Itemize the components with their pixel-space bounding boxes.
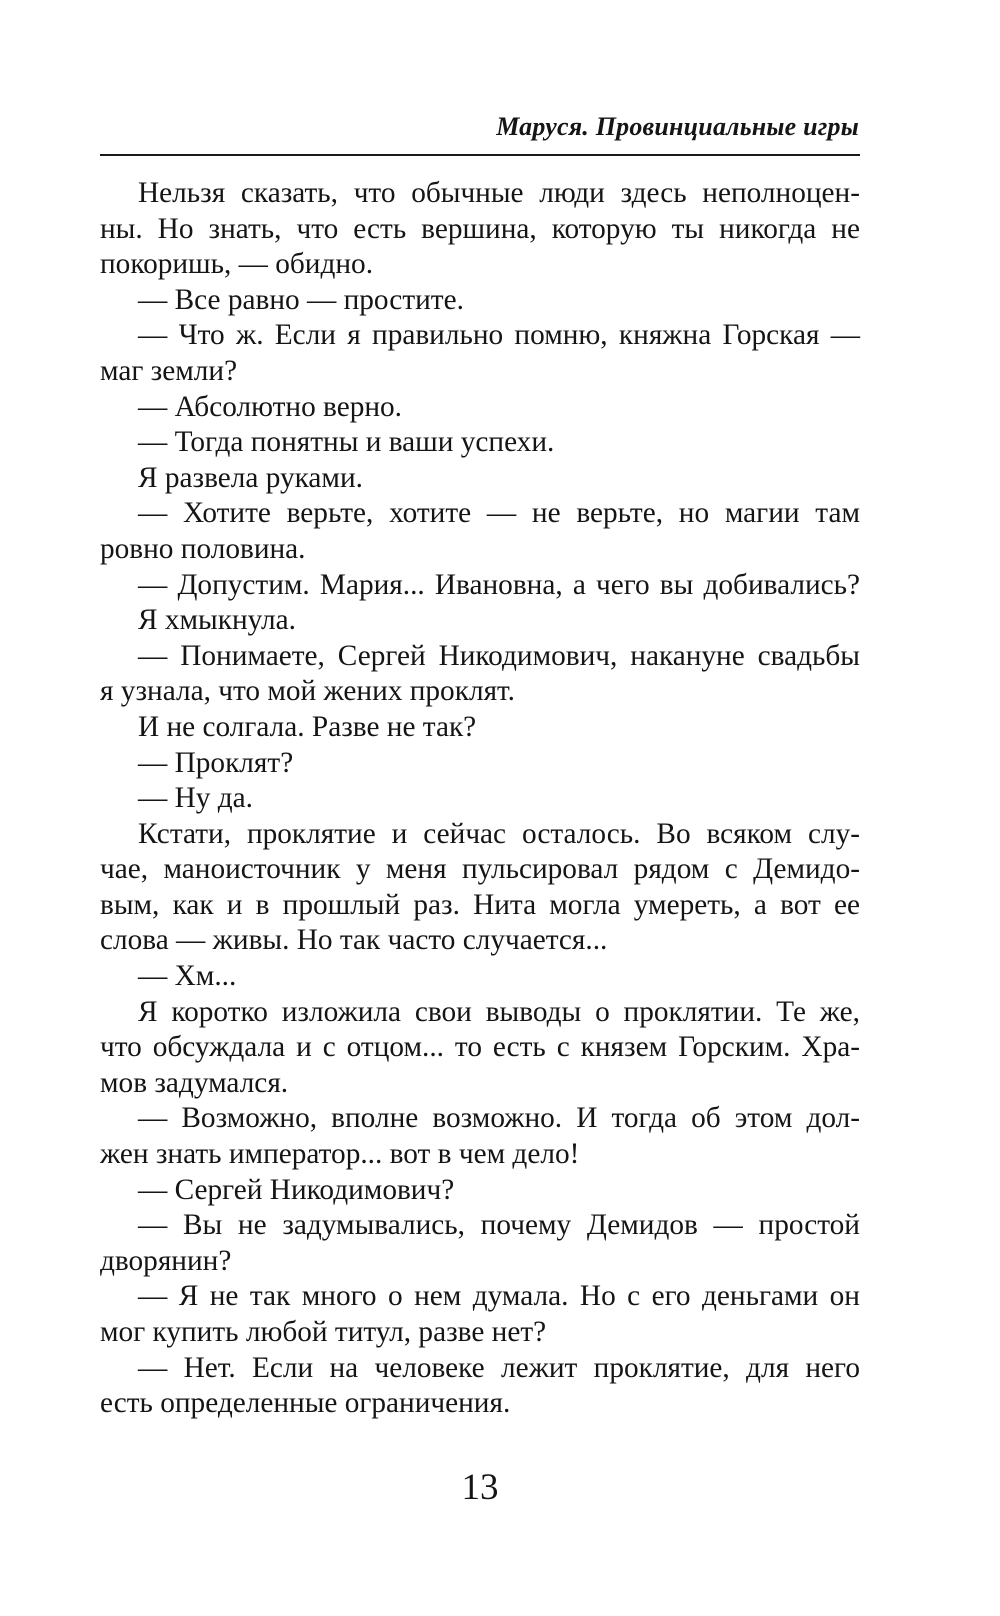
text-line: Нельзя сказать, что обычные люди здесь неполноцен- xyxy=(138,177,860,209)
text-line: — Хм... xyxy=(138,960,237,993)
text-line: что обсуждала и с отцом... то есть с князем Горским. Хра- xyxy=(100,1031,860,1064)
text-line: И не солгала. Разве не так? xyxy=(138,710,477,743)
body-text xyxy=(100,176,860,1422)
text-line: жен знать император... вот в чем дело! xyxy=(100,1138,580,1171)
text-line: мог купить любой титул, разве нет? xyxy=(100,1316,547,1348)
text-line: — Тогда понятны и ваши успехи. xyxy=(138,426,555,459)
text-line: — Нет. Если на человеке лежит проклятие, для него xyxy=(138,1351,860,1384)
text-line: Я коротко изложила свои выводы о проклятии. Те же, xyxy=(138,995,860,1028)
text-line: чае, маноисточник у меня пульсировал рядом с Демидо- xyxy=(100,853,860,886)
text-line: — Сергей Никодимович? xyxy=(138,1173,455,1206)
text-line: — Хотите верьте, хотите — не верьте, но магии там xyxy=(138,497,860,530)
text-line: вым, как и в прошлый раз. Нита могла умереть, а вот ее xyxy=(100,888,860,921)
text-line: маг земли? xyxy=(100,354,238,387)
text-line: — Возможно, вполне возможно. И тогда об этом дол- xyxy=(138,1102,860,1135)
text-line: я узнала, что мой жених проклят. xyxy=(100,675,515,708)
text-line: — Я не так много о нем думала. Но с его деньгами он xyxy=(138,1280,860,1313)
text-line: — Проклят? xyxy=(138,746,294,779)
text-line: Я развела руками. xyxy=(138,461,363,494)
text-line: покоришь, — обидно. xyxy=(100,248,374,281)
text-line: — Все равно — простите. xyxy=(138,283,464,316)
running-head: Маруся. Провинциальные игры xyxy=(496,112,859,141)
text-line: ровно половина. xyxy=(100,532,306,565)
text-line: дворянин? xyxy=(100,1244,232,1277)
text-line: — Понимаете, Сергей Никодимович, накануне свадьбы xyxy=(138,639,860,672)
text-line: ны. Но знать, что есть вершина, которую ты никогда не xyxy=(100,212,860,245)
text-line: — Что ж. Если я правильно помню, княжна Горская — xyxy=(138,319,860,352)
text-line: слова — живы. Но так часто случается... xyxy=(100,924,608,957)
page-number: 13 xyxy=(461,1467,499,1508)
text-line: есть определенные ограничения. xyxy=(100,1387,511,1420)
header-rule xyxy=(100,154,860,156)
text-line: — Абсолютно верно. xyxy=(138,390,403,423)
text-line: — Ну да. xyxy=(138,782,253,815)
text-line: — Допустим. Мария... Ивановна, а чего вы добивались? xyxy=(138,568,860,601)
text-line: Я хмыкнула. xyxy=(138,604,296,637)
text-line: — Вы не задумывались, почему Демидов — простой xyxy=(138,1209,860,1242)
text-line: мов задумался. xyxy=(100,1066,289,1099)
text-line: Кстати, проклятие и сейчас осталось. Во всяком слу- xyxy=(138,817,860,850)
